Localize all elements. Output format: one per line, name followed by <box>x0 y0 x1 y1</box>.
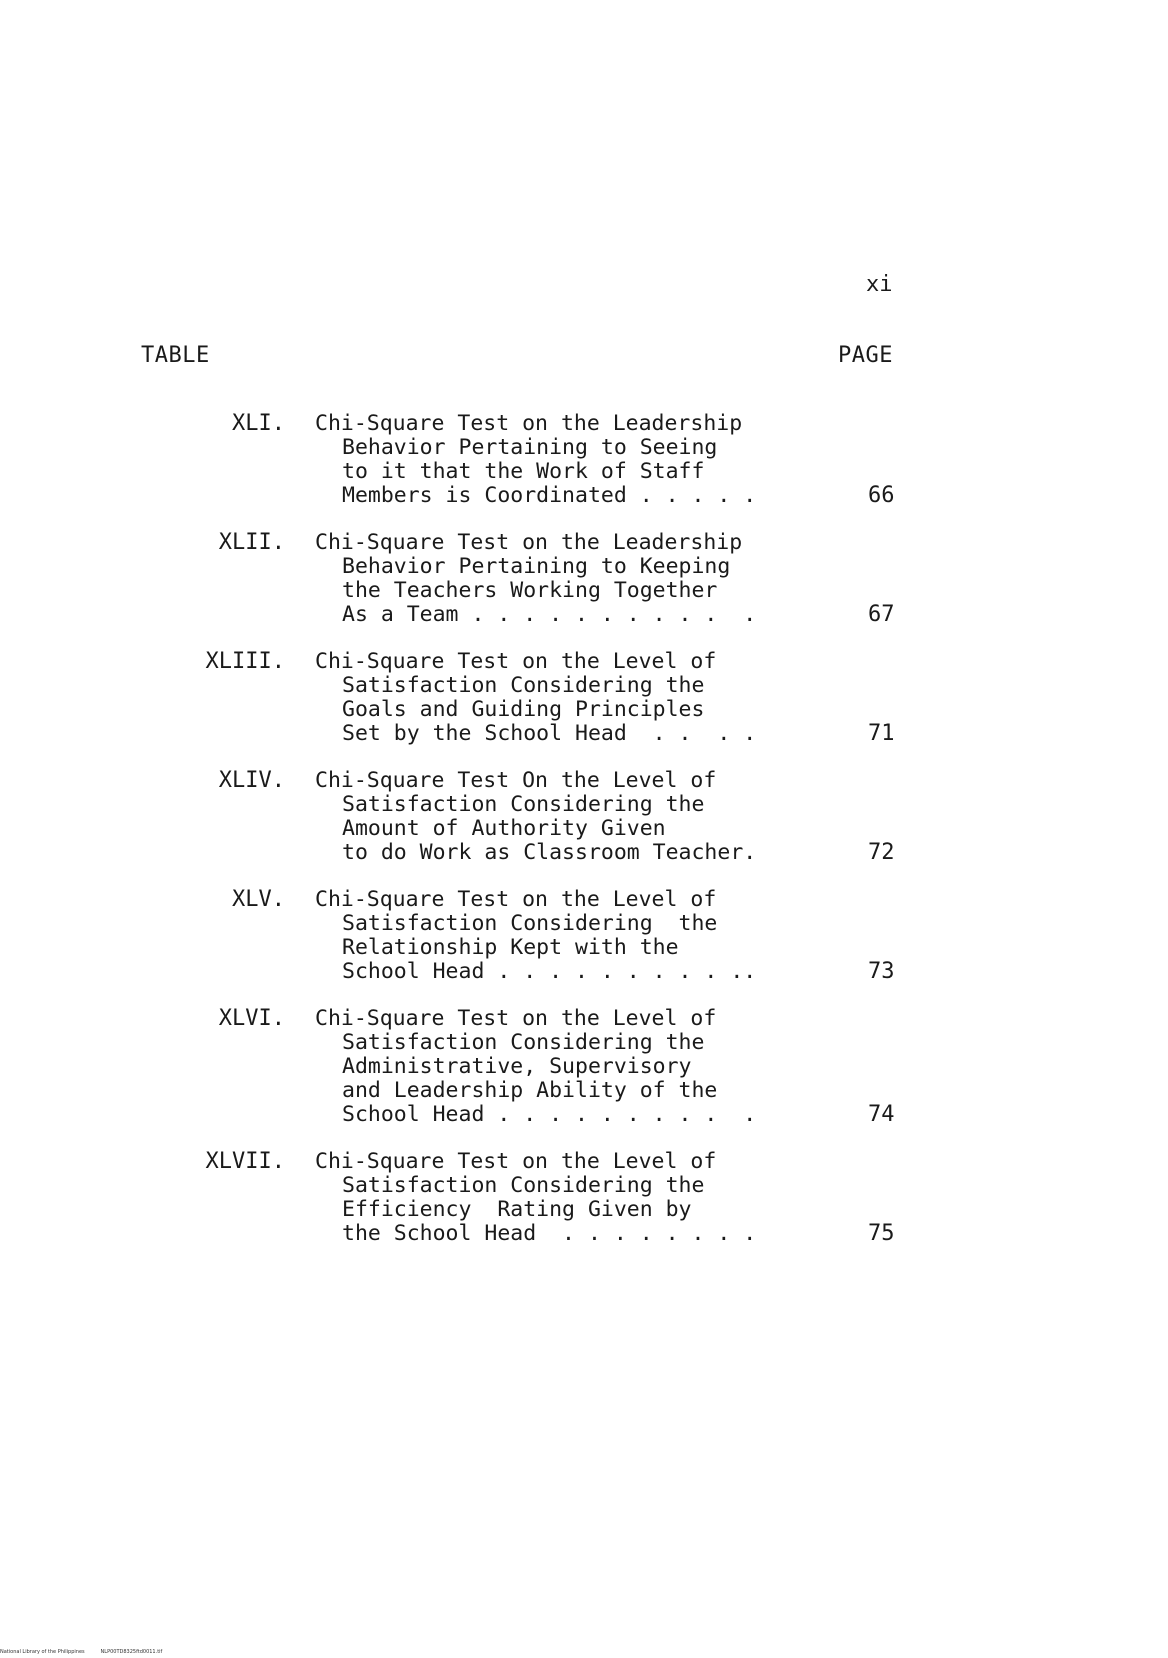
list-item <box>0 531 1168 650</box>
entry-page-number: 66 <box>868 483 895 508</box>
entry-title-line: Amount of Authority Given <box>342 816 666 841</box>
entry-title-line: Chi-Square Test On the Level of <box>315 768 717 793</box>
entry-title-line: Satisfaction Considering the <box>342 792 705 817</box>
entry-title-line: Behavior Pertaining to Seeing <box>342 435 718 460</box>
entry-title-line: the School Head . . . . . . . . <box>342 1221 757 1246</box>
list-item <box>0 888 1168 1007</box>
entry-title-line: Relationship Kept with the <box>342 935 679 960</box>
entry-number: XLVII. <box>205 1149 285 1174</box>
entry-title-line: Chi-Square Test on the Leadership <box>315 411 743 436</box>
entry-title <box>315 888 756 984</box>
footer-file: NLP00TD8325ftd0011.tif <box>100 1649 163 1655</box>
entry-title-line: Goals and Guiding Principles <box>342 697 705 722</box>
list-item <box>0 1007 1168 1150</box>
entry-title-line: Members is Coordinated . . . . . <box>342 483 757 508</box>
entry-title-line: to do Work as Classroom Teacher. <box>342 840 757 865</box>
page-column-header: PAGE <box>838 343 893 368</box>
table-column-header: TABLE <box>141 343 210 368</box>
entry-title <box>315 769 756 865</box>
entry-number: XLV. <box>232 887 285 912</box>
entry-title-line: Efficiency Rating Given by <box>342 1197 692 1222</box>
entry-page-number: 72 <box>868 840 895 865</box>
entry-number: XLII. <box>218 530 285 555</box>
entry-page-number: 74 <box>868 1102 895 1127</box>
entry-title-line: the Teachers Working Together <box>342 578 718 603</box>
entry-page-number: 71 <box>868 721 895 746</box>
entry-title-line: School Head . . . . . . . . . .. <box>342 959 757 984</box>
entry-title-line: Behavior Pertaining to Keeping <box>342 554 731 579</box>
entry-title-line: Administrative, Supervisory <box>342 1054 692 1079</box>
entry-title-line: Chi-Square Test on the Level of <box>315 649 717 674</box>
list-item <box>0 1150 1168 1269</box>
footer-library: National Library of the Philippines <box>0 1649 85 1655</box>
entry-title <box>315 1007 756 1127</box>
entry-title <box>315 650 756 746</box>
table-of-contents-list <box>0 412 1168 1269</box>
scan-footer <box>0 1649 162 1655</box>
entry-number: XLIV. <box>218 768 285 793</box>
entry-title-line: As a Team . . . . . . . . . . . <box>342 602 757 627</box>
entry-number: XLIII. <box>205 649 285 674</box>
entry-title-line: and Leadership Ability of the <box>342 1078 718 1103</box>
list-item <box>0 650 1168 769</box>
entry-page-number: 75 <box>868 1221 895 1246</box>
entry-title <box>315 1150 756 1246</box>
entry-title-line: Chi-Square Test on the Level of <box>315 1149 717 1174</box>
entry-title-line: Chi-Square Test on the Level of <box>315 1006 717 1031</box>
entry-number: XLI. <box>232 411 285 436</box>
entry-title-line: Chi-Square Test on the Leadership <box>315 530 743 555</box>
entry-title-line: Satisfaction Considering the <box>342 673 705 698</box>
entry-title-line: Chi-Square Test on the Level of <box>315 887 717 912</box>
entry-number: XLVI. <box>218 1006 285 1031</box>
entry-title-line: Satisfaction Considering the <box>342 1030 705 1055</box>
page-number: xi <box>866 272 893 297</box>
entry-title-line: School Head . . . . . . . . . . <box>342 1102 757 1127</box>
entry-title-line: to it that the Work of Staff <box>342 459 705 484</box>
entry-page-number: 67 <box>868 602 895 627</box>
entry-title <box>315 412 756 508</box>
entry-title-line: Satisfaction Considering the <box>342 1173 705 1198</box>
list-item <box>0 769 1168 888</box>
entry-title <box>315 531 756 627</box>
entry-title-line: Satisfaction Considering the <box>342 911 718 936</box>
list-item <box>0 412 1168 531</box>
entry-title-line: Set by the School Head . . . . <box>342 721 757 746</box>
entry-page-number: 73 <box>868 959 895 984</box>
